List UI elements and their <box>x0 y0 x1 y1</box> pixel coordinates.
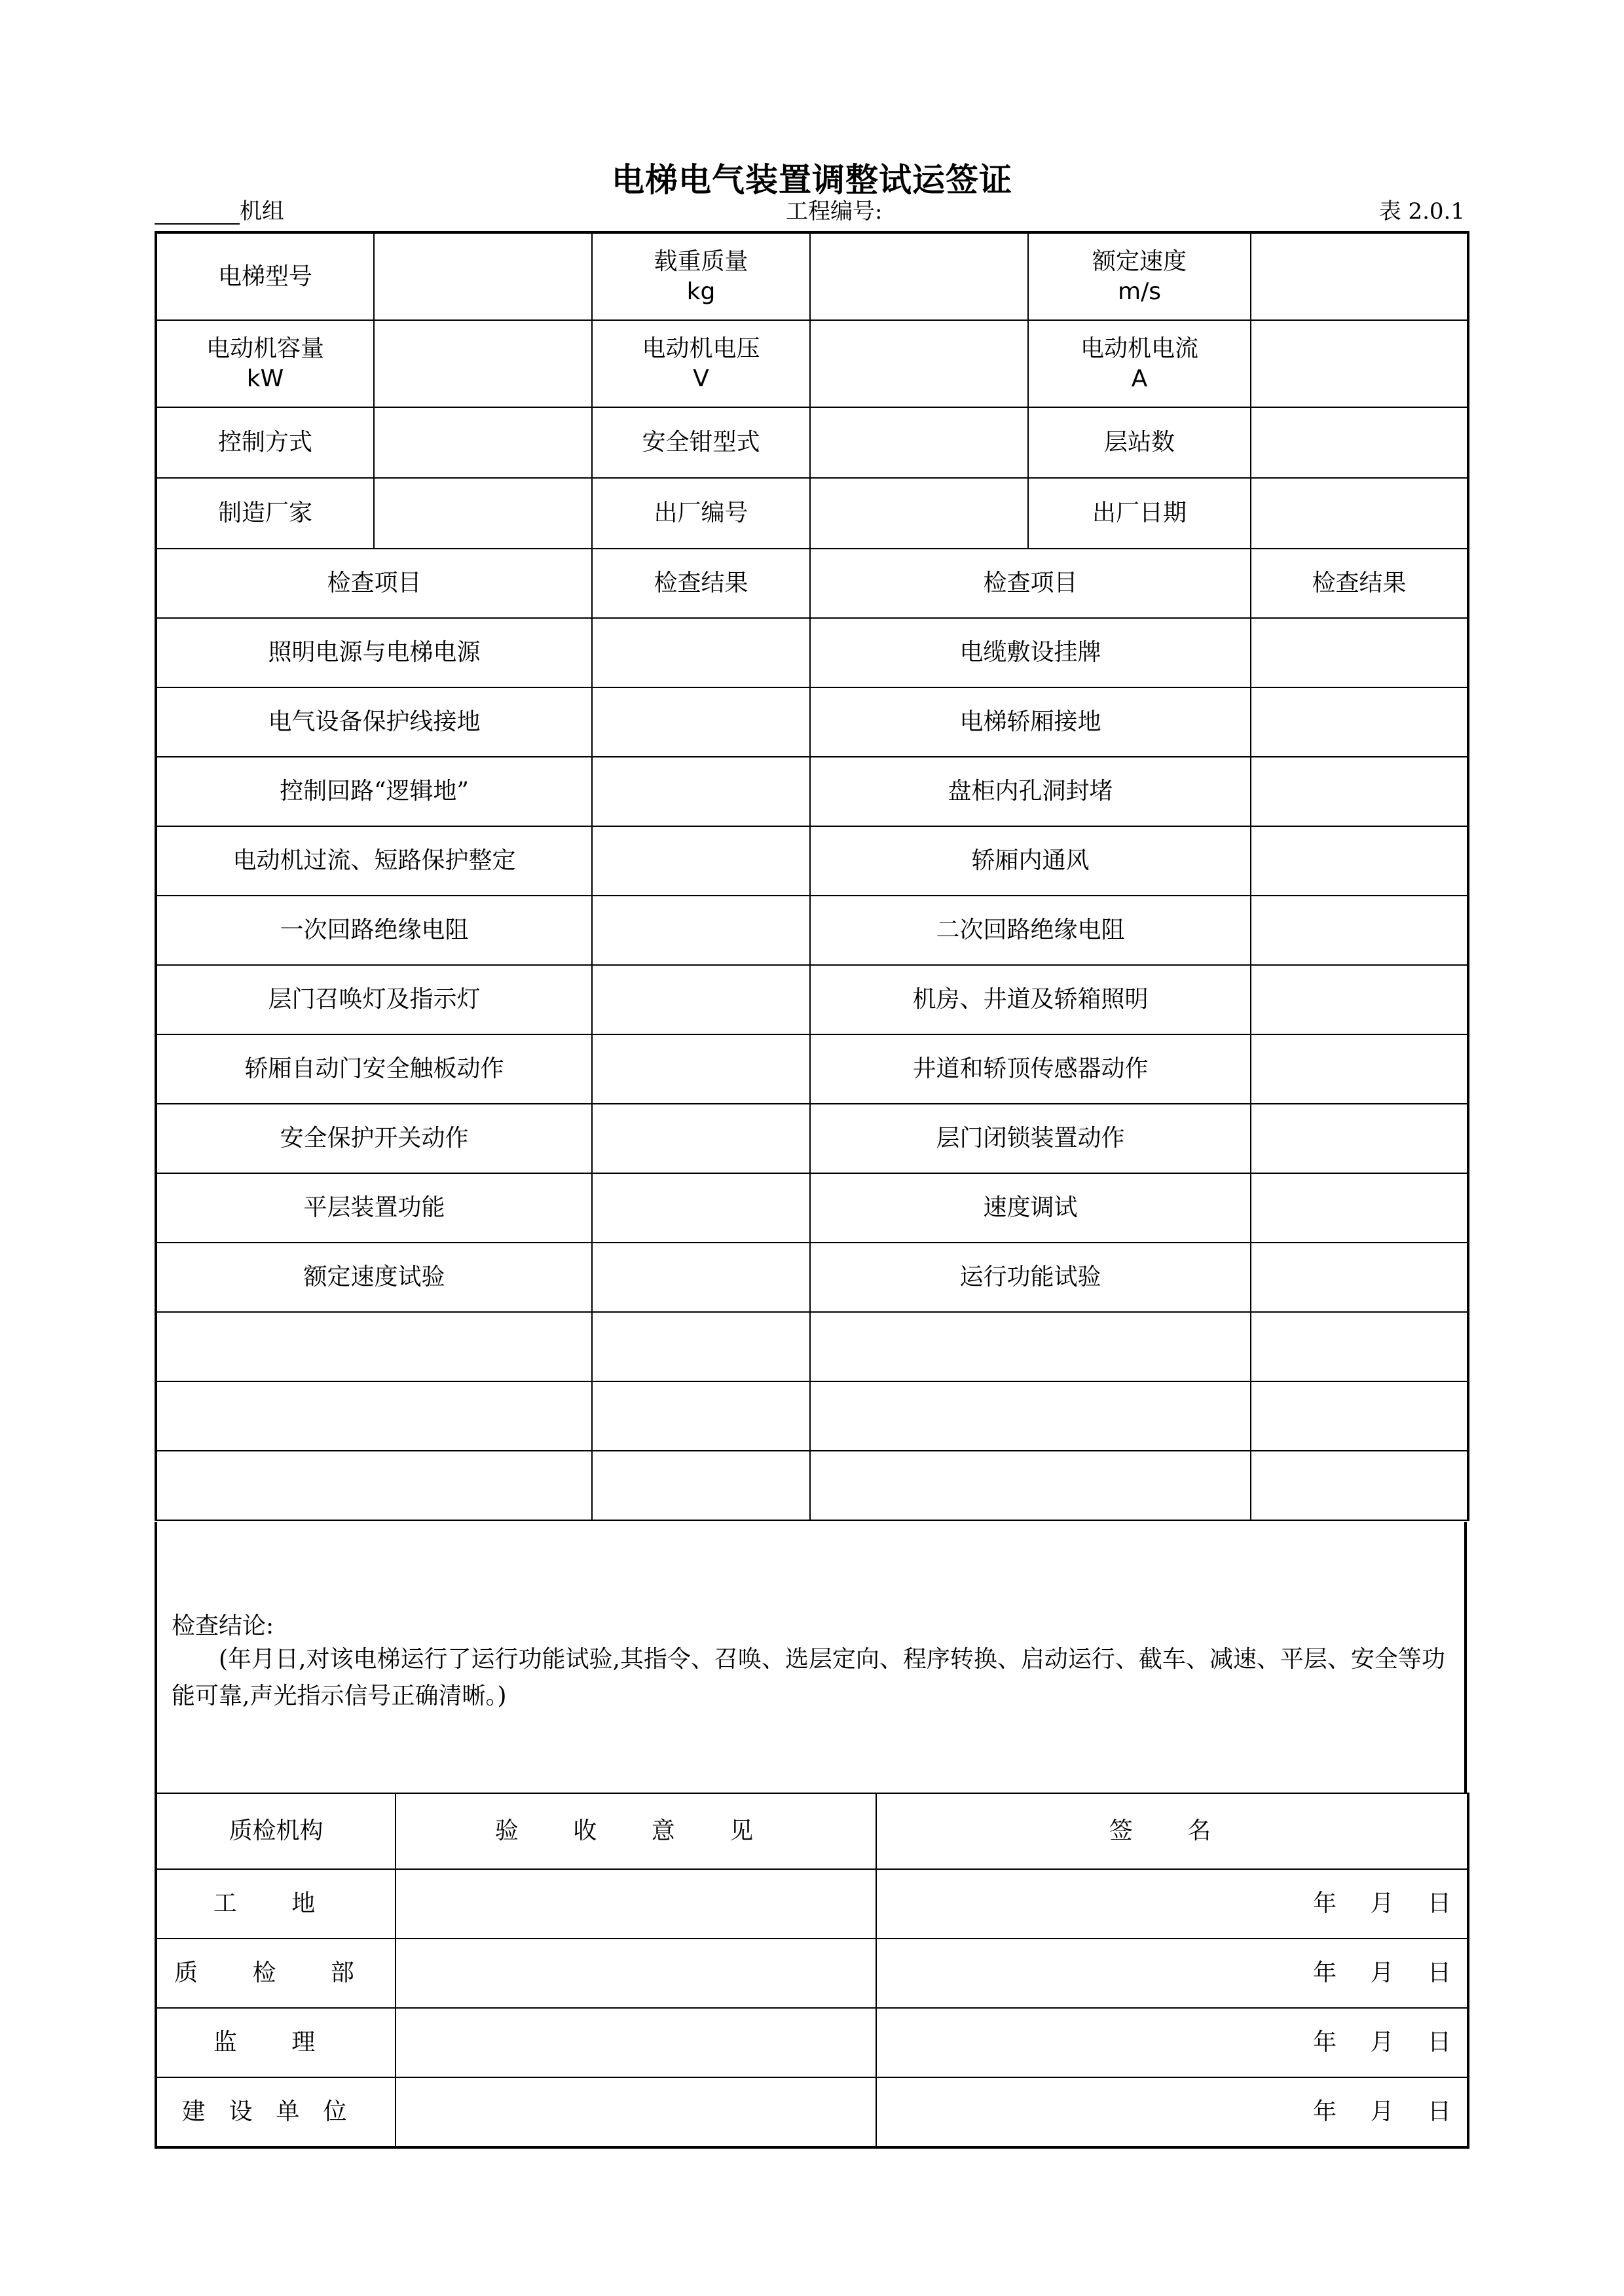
spec-unit: kW <box>246 365 284 392</box>
check-item: 控制回路“逻辑地” <box>156 757 592 826</box>
check-result-cell[interactable] <box>1251 1243 1468 1312</box>
spec-label: 控制方式 <box>217 429 312 456</box>
signoff-signature-cell[interactable] <box>876 2077 1468 2147</box>
spec-label: 出厂编号 <box>654 500 748 526</box>
check-row <box>156 1243 1468 1312</box>
spec-value-cell[interactable] <box>374 320 592 407</box>
unit-suffix: 机组 <box>240 198 284 225</box>
check-row <box>156 826 1468 896</box>
check-row <box>156 618 1468 687</box>
check-row <box>156 1173 1468 1243</box>
check-result-cell[interactable] <box>592 687 810 757</box>
check-result-cell[interactable] <box>1251 757 1468 826</box>
signoff-date: 年 月 日 <box>1313 1959 1451 1986</box>
check-result-cell[interactable] <box>592 1381 810 1451</box>
check-item: 安全保护开关动作 <box>156 1104 592 1173</box>
spec-label-cell <box>156 407 374 478</box>
spec-row <box>156 320 1468 407</box>
check-result-cell[interactable] <box>1251 896 1468 965</box>
spec-value-cell[interactable] <box>374 407 592 478</box>
signoff-org: 建设单位 <box>156 2077 396 2147</box>
unit-blank[interactable] <box>155 204 240 225</box>
spec-label: 额定速度 <box>1092 247 1187 275</box>
check-item: 轿厢自动门安全触板动作 <box>156 1034 592 1104</box>
table-number: 表 2.0.1 <box>1378 198 1465 225</box>
spec-label-cell <box>592 407 810 478</box>
signoff-date: 年 月 日 <box>1313 1890 1451 1917</box>
spec-label: 电动机电压 <box>642 335 760 362</box>
check-item <box>810 1451 1251 1520</box>
spec-label: 安全钳型式 <box>642 429 760 456</box>
check-result-cell[interactable] <box>592 757 810 826</box>
signoff-org: 质 检 部 <box>156 1939 396 2008</box>
signoff-opinion-cell[interactable] <box>396 1869 876 1939</box>
check-result-cell[interactable] <box>592 965 810 1034</box>
check-row <box>156 1312 1468 1381</box>
check-item: 平层装置功能 <box>156 1173 592 1243</box>
check-row <box>156 965 1468 1034</box>
check-result-cell[interactable] <box>592 1104 810 1173</box>
spec-value-cell[interactable] <box>810 232 1028 320</box>
signoff-date: 年 月 日 <box>1313 2098 1451 2125</box>
check-result-cell[interactable] <box>1251 826 1468 896</box>
signoff-org: 工 地 <box>156 1869 396 1939</box>
check-result-cell[interactable] <box>1251 965 1468 1034</box>
check-header-row <box>156 549 1468 618</box>
spec-label: 电梯型号 <box>217 263 312 290</box>
check-result-header-2: 检查结果 <box>1251 549 1468 618</box>
conclusion-text: (年月日,对该电梯运行了运行功能试验,其指令、召唤、选层定向、程序转换、启动运行、截车、减速、平层、安全等功能可靠,声光指示信号正确清晰。) <box>172 1646 1445 1709</box>
check-item-header: 检查项目 <box>156 549 592 618</box>
conclusion-box <box>155 1522 1467 1793</box>
check-item <box>156 1451 592 1520</box>
check-item: 照明电源与电梯电源 <box>156 618 592 687</box>
spec-label: 载重质量 <box>654 247 748 275</box>
signoff-header-row <box>156 1793 1468 1869</box>
unit-field <box>155 198 284 225</box>
check-row <box>156 896 1468 965</box>
signoff-row <box>156 2077 1468 2147</box>
check-result-header: 检查结果 <box>592 549 810 618</box>
check-result-cell[interactable] <box>592 1173 810 1243</box>
check-item: 二次回路绝缘电阻 <box>810 896 1251 965</box>
check-item <box>810 1381 1251 1451</box>
spec-value-cell[interactable] <box>1251 320 1468 407</box>
spec-unit: kg <box>686 278 716 305</box>
check-row <box>156 687 1468 757</box>
check-result-cell[interactable] <box>592 1034 810 1104</box>
signoff-signature-cell[interactable] <box>876 1939 1468 2008</box>
check-item: 额定速度试验 <box>156 1243 592 1312</box>
spec-label-cell <box>156 232 374 320</box>
signoff-table <box>155 1793 1469 2149</box>
spec-row <box>156 407 1468 478</box>
spec-value-cell[interactable] <box>374 478 592 549</box>
check-item: 轿厢内通风 <box>810 826 1251 896</box>
check-result-cell[interactable] <box>1251 1312 1468 1381</box>
spec-value-cell[interactable] <box>1251 478 1468 549</box>
spec-label-cell <box>592 320 810 407</box>
check-row <box>156 1104 1468 1173</box>
check-item: 运行功能试验 <box>810 1243 1251 1312</box>
spec-label: 出厂日期 <box>1092 500 1187 526</box>
check-result-cell[interactable] <box>1251 687 1468 757</box>
check-item: 层门召唤灯及指示灯 <box>156 965 592 1034</box>
check-item: 井道和轿顶传感器动作 <box>810 1034 1251 1104</box>
check-row <box>156 1034 1468 1104</box>
check-result-cell[interactable] <box>592 1243 810 1312</box>
signoff-org-header: 质检机构 <box>156 1793 396 1869</box>
check-item: 速度调试 <box>810 1173 1251 1243</box>
check-item-header-2: 检查项目 <box>810 549 1251 618</box>
page-title: 电梯电气装置调整试运签证 <box>612 161 1012 199</box>
signoff-signature-header: 签 名 <box>876 1793 1468 1869</box>
signoff-opinion-cell[interactable] <box>396 2077 876 2147</box>
check-item: 机房、井道及轿箱照明 <box>810 965 1251 1034</box>
signoff-signature-cell[interactable] <box>876 1869 1468 1939</box>
check-row <box>156 1451 1468 1520</box>
spec-unit: m/s <box>1118 278 1161 305</box>
spec-unit: A <box>1131 365 1148 392</box>
check-item: 电缆敷设挂牌 <box>810 618 1251 687</box>
conclusion-label: 检查结论: <box>172 1613 274 1639</box>
check-result-cell[interactable] <box>592 618 810 687</box>
main-table <box>155 231 1469 1521</box>
spec-row <box>156 478 1468 549</box>
spec-label-cell <box>592 232 810 320</box>
check-rows <box>156 618 1468 1520</box>
spec-label: 电动机电流 <box>1080 335 1198 362</box>
check-item <box>156 1312 592 1381</box>
signoff-row <box>156 2008 1468 2077</box>
spec-value-cell[interactable] <box>810 320 1028 407</box>
spec-label-cell <box>1028 232 1251 320</box>
spec-row <box>156 232 1468 320</box>
spec-label-cell <box>156 478 374 549</box>
check-result-cell[interactable] <box>1251 1451 1468 1520</box>
check-item: 电梯轿厢接地 <box>810 687 1251 757</box>
check-result-cell[interactable] <box>1251 1381 1468 1451</box>
check-item: 电气设备保护线接地 <box>156 687 592 757</box>
signoff-opinion-cell[interactable] <box>396 1939 876 2008</box>
check-row <box>156 1381 1468 1451</box>
spec-label-cell <box>1028 478 1251 549</box>
spec-label: 电动机容量 <box>206 335 324 362</box>
spec-label-cell <box>1028 407 1251 478</box>
project-no-label: 工程编号: <box>786 198 883 225</box>
signoff-opinion-header: 验 收 意 见 <box>396 1793 876 1869</box>
check-result-cell[interactable] <box>1251 618 1468 687</box>
check-item: 层门闭锁装置动作 <box>810 1104 1251 1173</box>
check-item <box>156 1381 592 1451</box>
spec-section <box>156 232 1468 549</box>
spec-value-cell[interactable] <box>1251 407 1468 478</box>
check-section <box>156 549 1468 618</box>
spec-label: 层站数 <box>1103 429 1175 456</box>
check-item <box>810 1312 1251 1381</box>
signoff-date: 年 月 日 <box>1313 2029 1451 2056</box>
spec-label-cell <box>156 320 374 407</box>
check-result-cell[interactable] <box>1251 1034 1468 1104</box>
signoff-opinion-cell[interactable] <box>396 2008 876 2077</box>
signoff-row <box>156 1939 1468 2008</box>
check-result-cell[interactable] <box>1251 1104 1468 1173</box>
spec-unit: V <box>693 365 709 392</box>
check-item: 盘柜内孔洞封堵 <box>810 757 1251 826</box>
check-result-cell[interactable] <box>592 896 810 965</box>
check-result-cell[interactable] <box>592 826 810 896</box>
spec-label-cell <box>592 478 810 549</box>
check-item: 一次回路绝缘电阻 <box>156 896 592 965</box>
check-item: 电动机过流、短路保护整定 <box>156 826 592 896</box>
spec-value-cell[interactable] <box>810 478 1028 549</box>
spec-value-cell[interactable] <box>1251 232 1468 320</box>
check-result-cell[interactable] <box>592 1312 810 1381</box>
signoff-org: 监 理 <box>156 2008 396 2077</box>
check-result-cell[interactable] <box>592 1451 810 1520</box>
spec-label: 制造厂家 <box>217 500 312 526</box>
signoff-row <box>156 1869 1468 1939</box>
signoff-signature-cell[interactable] <box>876 2008 1468 2077</box>
spec-label-cell <box>1028 320 1251 407</box>
check-result-cell[interactable] <box>1251 1173 1468 1243</box>
check-row <box>156 757 1468 826</box>
spec-value-cell[interactable] <box>810 407 1028 478</box>
spec-value-cell[interactable] <box>374 232 592 320</box>
